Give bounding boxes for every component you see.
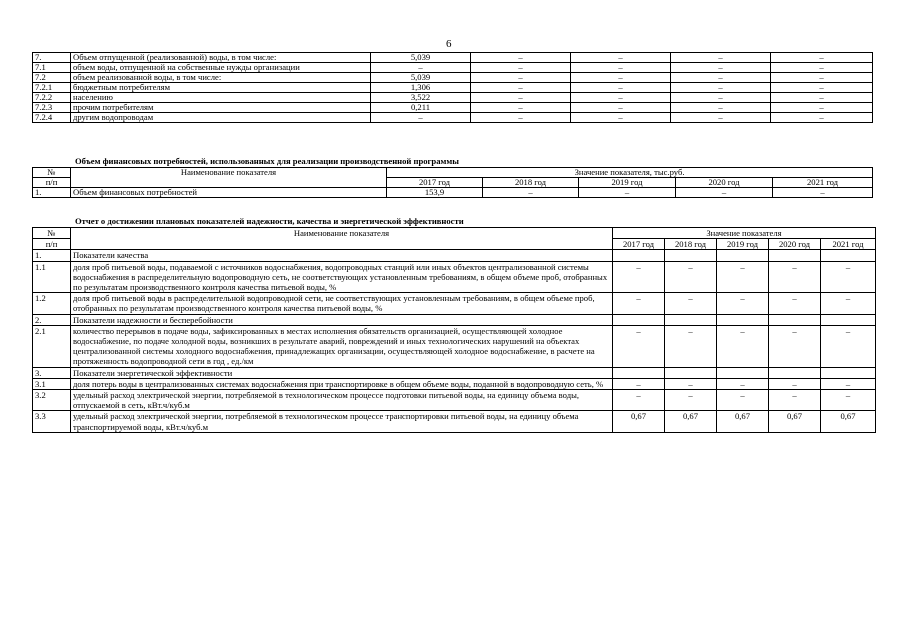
row-name: Объем финансовых потребностей: [71, 188, 387, 198]
row-number: 7.2.2: [33, 93, 71, 103]
row-value: –: [665, 261, 717, 293]
row-value: –: [769, 293, 821, 314]
empty-cell: [613, 250, 665, 261]
empty-cell: [821, 314, 876, 325]
empty-cell: [613, 314, 665, 325]
row-value: –: [571, 93, 671, 103]
row-value: –: [671, 93, 771, 103]
empty-cell: [665, 314, 717, 325]
row-value: –: [717, 293, 769, 314]
row-value: –: [471, 73, 571, 83]
report-section-title: Отчет о достижении плановых показателей надежности, качества и энергетической эффективности: [75, 216, 464, 226]
row-value: –: [671, 113, 771, 123]
table-row: [33, 261, 876, 293]
row-name: удельный расход электрической энергии, потребляемой в технологическом процессе транспортировки питьевой воды, на единицу объема транспортируемой воды, кВт.ч/куб.м: [71, 411, 613, 432]
section-row: [33, 250, 876, 261]
row-name: объем реализованной воды, в том числе:: [71, 73, 371, 83]
row-name: другим водопроводам: [71, 113, 371, 123]
empty-cell: [769, 367, 821, 378]
row-value: –: [371, 113, 471, 123]
row-value: –: [771, 73, 873, 83]
row-value: –: [821, 325, 876, 367]
row-value: –: [579, 188, 676, 198]
row-value: 0,67: [613, 411, 665, 432]
row-name: доля потерь воды в централизованных системах водоснабжения при транспортировке в общем объеме воды, поданной в водопроводную сеть, %: [71, 378, 613, 389]
empty-cell: [769, 314, 821, 325]
row-value: –: [613, 293, 665, 314]
row-value: –: [613, 325, 665, 367]
row-value: –: [771, 63, 873, 73]
year-header: 2019 год: [717, 239, 769, 250]
table-row: [33, 93, 873, 103]
row-value: –: [571, 113, 671, 123]
row-value: –: [471, 53, 571, 63]
row-number: 3.3: [33, 411, 71, 432]
row-value: –: [769, 325, 821, 367]
row-number: 1.1: [33, 261, 71, 293]
row-value: –: [471, 103, 571, 113]
year-header: 2021 год: [773, 178, 873, 188]
row-name: объем воды, отпущенной на собственные нужды организации: [71, 63, 371, 73]
row-value: –: [717, 325, 769, 367]
row-number: 3.1: [33, 378, 71, 389]
row-name: количество перерывов в подаче воды, зафиксированных в местах исполнения обязательств организацией, осуществляющей холодное водоснабжение, по подаче холодной воды, возникших в результате аварий, повреждений и иных технологических нарушений на объектах централизованной системы холодного водоснабжения, принадлежащих организации, осуществляющей холодное водоснабжение, в расчете на протяженность водопроводной сети в год , ед./км: [71, 325, 613, 367]
row-value: –: [769, 261, 821, 293]
row-value: –: [483, 188, 579, 198]
row-number: 7.2.1: [33, 83, 71, 93]
row-value: –: [471, 93, 571, 103]
row-value: –: [371, 63, 471, 73]
row-number: 7.: [33, 53, 71, 63]
row-value: –: [717, 390, 769, 411]
row-value: –: [671, 63, 771, 73]
finance-table: [32, 167, 873, 198]
row-value: –: [471, 83, 571, 93]
section-row: [33, 314, 876, 325]
water-volume-table: [32, 52, 873, 123]
row-value: –: [571, 73, 671, 83]
row-value: –: [671, 83, 771, 93]
table-row: [33, 390, 876, 411]
section-name: Показатели энергетической эффективности: [71, 367, 613, 378]
row-value: 5,039: [371, 53, 471, 63]
table-row: [33, 63, 873, 73]
report-header-row: [33, 228, 876, 239]
year-header: 2020 год: [769, 239, 821, 250]
empty-cell: [717, 367, 769, 378]
table-row: [33, 83, 873, 93]
row-value: –: [571, 83, 671, 93]
row-value: –: [821, 378, 876, 389]
year-header: 2017 год: [387, 178, 483, 188]
row-value: –: [771, 103, 873, 113]
row-value: 0,67: [821, 411, 876, 432]
row-value: –: [571, 53, 671, 63]
row-name: населению: [71, 93, 371, 103]
empty-cell: [717, 250, 769, 261]
row-value: –: [665, 293, 717, 314]
table-row: [33, 73, 873, 83]
row-value: –: [471, 113, 571, 123]
empty-cell: [717, 314, 769, 325]
row-number: 1.2: [33, 293, 71, 314]
row-number: 7.2.4: [33, 113, 71, 123]
row-number: 7.2: [33, 73, 71, 83]
row-number: 1.: [33, 250, 71, 261]
row-value: 3,522: [371, 93, 471, 103]
row-value: –: [821, 390, 876, 411]
row-number: 3.2: [33, 390, 71, 411]
num-subheader: п/п: [33, 239, 71, 250]
row-value: –: [671, 103, 771, 113]
row-value: –: [717, 261, 769, 293]
year-header: 2021 год: [821, 239, 876, 250]
row-value: –: [671, 73, 771, 83]
row-number: 3.: [33, 367, 71, 378]
row-name: удельный расход электрической энергии, потребляемой в технологическом процессе подготовки питьевой воды, на единицу объема воды, отпускаемой в сеть, кВт.ч/куб.м: [71, 390, 613, 411]
table-row: [33, 113, 873, 123]
row-value: 5,039: [371, 73, 471, 83]
row-value: 0,67: [665, 411, 717, 432]
indicators-table: [32, 227, 876, 433]
row-value: –: [613, 390, 665, 411]
row-value: –: [771, 93, 873, 103]
row-value: –: [471, 63, 571, 73]
row-value: –: [769, 390, 821, 411]
section-row: [33, 367, 876, 378]
row-value: –: [821, 261, 876, 293]
name-header: Наименование показателя: [71, 228, 613, 250]
empty-cell: [821, 250, 876, 261]
table-row: [33, 411, 876, 432]
page-number: 6: [446, 38, 452, 50]
year-header: 2018 год: [665, 239, 717, 250]
num-header: №: [33, 168, 71, 178]
empty-cell: [769, 250, 821, 261]
row-value: –: [613, 261, 665, 293]
row-name: прочим потребителям: [71, 103, 371, 113]
row-value: 0,67: [717, 411, 769, 432]
row-value: –: [717, 378, 769, 389]
row-value: –: [671, 53, 771, 63]
num-header: №: [33, 228, 71, 239]
row-value: –: [771, 113, 873, 123]
row-value: –: [771, 83, 873, 93]
row-value: –: [773, 188, 873, 198]
row-value: –: [571, 63, 671, 73]
year-header: 2019 год: [579, 178, 676, 188]
row-value: –: [613, 378, 665, 389]
row-value: 0,67: [769, 411, 821, 432]
table-row: [33, 325, 876, 367]
table-row: [33, 188, 873, 198]
finance-header-row: [33, 168, 873, 178]
row-name: доля проб питьевой воды в распределительной водопроводной сети, не соответствующих установленным требованиям, в общем объеме проб, отобранных по результатам производственного контроля качества питьевой воды, %: [71, 293, 613, 314]
table-row: [33, 378, 876, 389]
row-value: 1,306: [371, 83, 471, 93]
row-value: –: [665, 325, 717, 367]
empty-cell: [665, 250, 717, 261]
row-number: 7.2.3: [33, 103, 71, 113]
value-header: Значение показателя: [613, 228, 876, 239]
section-name: Показатели надежности и бесперебойности: [71, 314, 613, 325]
row-name: Объем отпущенной (реализованной) воды, в том числе:: [71, 53, 371, 63]
row-value: –: [676, 188, 773, 198]
finance-section-title: Объем финансовых потребностей, использованных для реализации производственной программы: [75, 156, 459, 166]
row-number: 2.1: [33, 325, 71, 367]
row-value: –: [571, 103, 671, 113]
value-header: Значение показателя, тыс.руб.: [387, 168, 873, 178]
row-value: 0,211: [371, 103, 471, 113]
row-name: бюджетным потребителям: [71, 83, 371, 93]
year-header: 2017 год: [613, 239, 665, 250]
row-value: –: [821, 293, 876, 314]
name-header: Наименование показателя: [71, 168, 387, 188]
empty-cell: [665, 367, 717, 378]
row-value: –: [771, 53, 873, 63]
table-row: [33, 293, 876, 314]
row-value: –: [665, 390, 717, 411]
empty-cell: [613, 367, 665, 378]
year-header: 2020 год: [676, 178, 773, 188]
row-name: доля проб питьевой воды, подаваемой с источников водоснабжения, водопроводных станций или иных объектов централизованной системы водоснабжения в распределительную водопроводную сеть, не соответствующих установленным требованиям, в общем объеме проб, отобранных по результатам производственного контроля качества питьевой воды, %: [71, 261, 613, 293]
section-name: Показатели качества: [71, 250, 613, 261]
row-value: –: [665, 378, 717, 389]
row-value: –: [769, 378, 821, 389]
row-value: 153,9: [387, 188, 483, 198]
num-subheader: п/п: [33, 178, 71, 188]
year-header: 2018 год: [483, 178, 579, 188]
table-row: [33, 103, 873, 113]
row-number: 7.1: [33, 63, 71, 73]
row-number: 1.: [33, 188, 71, 198]
table-row: [33, 53, 873, 63]
row-number: 2.: [33, 314, 71, 325]
empty-cell: [821, 367, 876, 378]
